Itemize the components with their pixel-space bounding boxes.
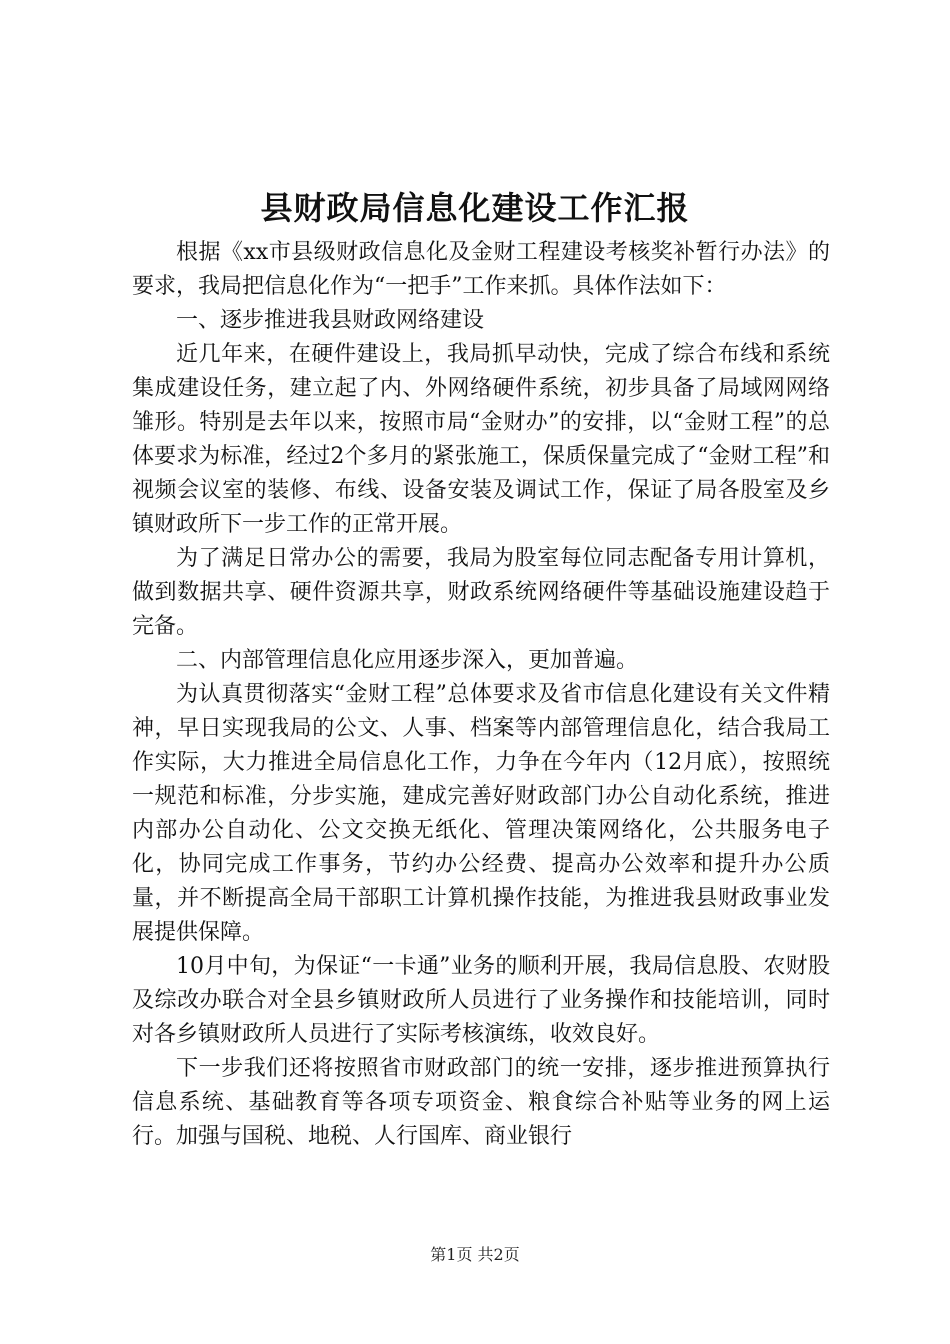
section-heading-1: 一、逐步推进我县财政网络建设 — [176, 308, 485, 333]
document-body — [132, 236, 830, 1154]
paragraph-network: 近几年来，在硬件建设上，我局抓早动快，完成了综合布线和系统集成建设任务，建立起了内、外网络硬件系统，初步具备了局域网网络雏形。特别是去年以来，按照市局“金财办”的安排，以“金财工程”的总体要求为标准，经过2个多月的紧张施工，保质保量完成了“金财工程”和视频会议室的装修、布线、设备安装及调试工作，保证了局各股室及乡镇财政所下一步工作的正常开展。 — [132, 342, 830, 537]
paragraph-training: 10月中旬，为保证“一卡通”业务的顺利开展，我局信息股、农财股及综改办联合对全县乡镇财政所人员进行了业务操作和技能培训，同时对各乡镇财政所人员进行了实际考核演练，收效良好。 — [132, 954, 830, 1047]
paragraph-next-steps: 下一步我们还将按照省市财政部门的统一安排，逐步推进预算执行信息系统、基础教育等各项专项资金、粮食综合补贴等业务的网上运行。加强与国税、地税、人行国库、商业银行 — [132, 1056, 830, 1149]
paragraph-intro: 根据《xx市县级财政信息化及金财工程建设考核奖补暂行办法》的要求，我局把信息化作为“一把手”工作来抓。具体作法如下： — [132, 240, 830, 299]
paragraph-computers: 为了满足日常办公的需要，我局为股室每位同志配备专用计算机，做到数据共享、硬件资源共享，财政系统网络硬件等基础设施建设趋于完备。 — [132, 546, 830, 639]
paragraph-management: 为认真贯彻落实“金财工程”总体要求及省市信息化建设有关文件精神，早日实现我局的公文、人事、档案等内部管理信息化，结合我局工作实际，大力推进全局信息化工作，力争在今年内（12月底），按照统一规范和标准，分步实施，建成完善好财政部门办公自动化系统，推进内部办公自动化、公文交换无纸化、管理决策网络化，公共服务电子化，协同完成工作事务，节约办公经费、提高办公效率和提升办公质量，并不断提高全局干部职工计算机操作技能，为推进我县财政事业发展提供保障。 — [132, 682, 830, 945]
section-heading-2: 二、内部管理信息化应用逐步深入，更加普遍。 — [176, 648, 639, 673]
document-title: 县财政局信息化建设工作汇报 — [260, 189, 690, 227]
page-number-footer: 第1页 共2页 — [430, 1245, 520, 1264]
